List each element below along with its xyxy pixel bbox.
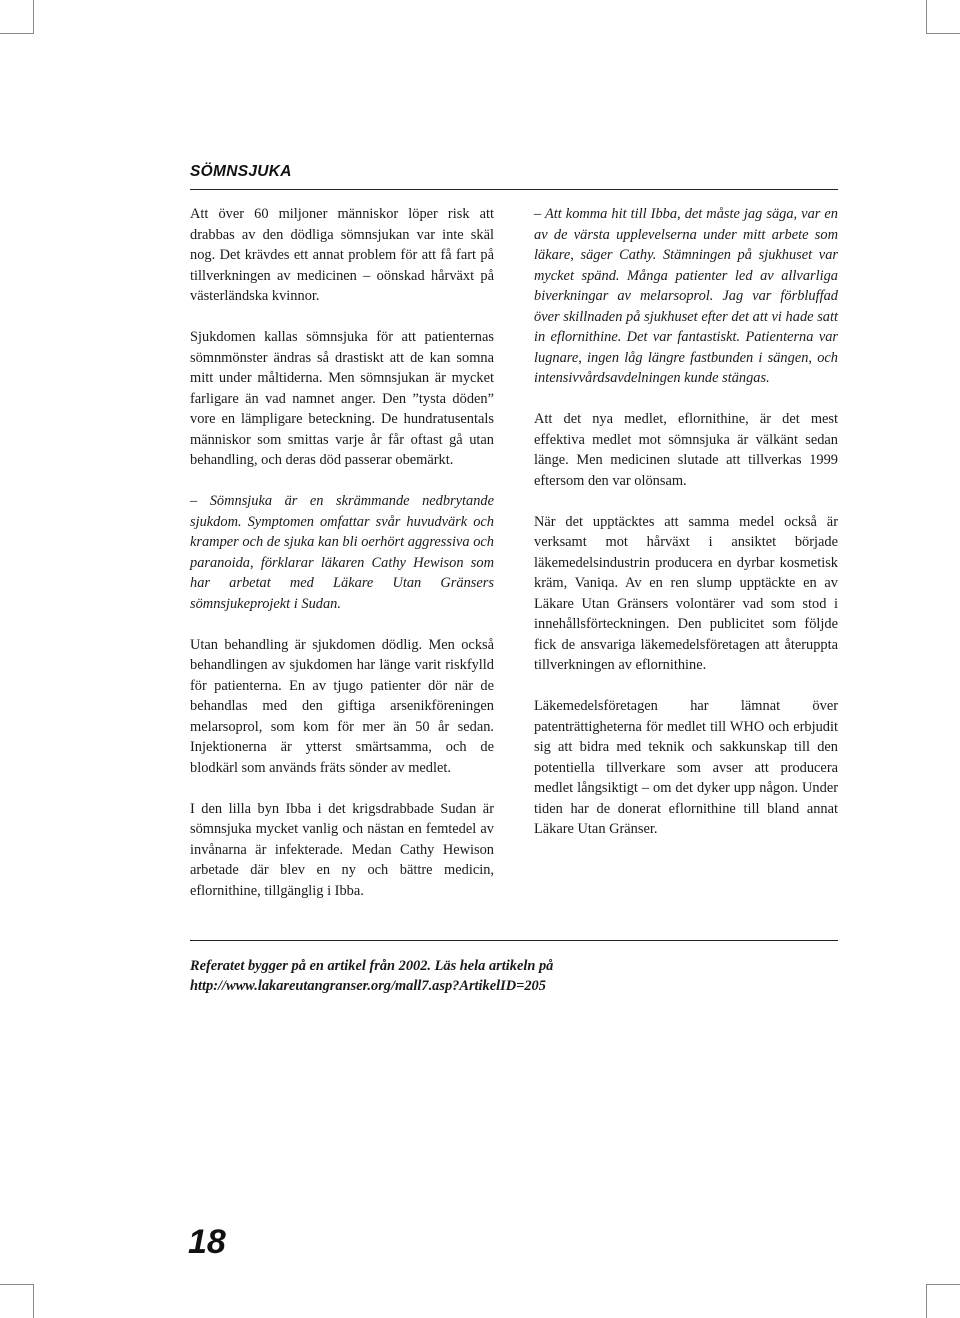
paragraph: Att det nya medlet, eflornithine, är det mest effektiva medlet mot sömnsjuka är välkänt sedan länge. Men medicinen slutade att tillverkas 1999 eftersom den var olönsam.: [534, 411, 838, 489]
reference-line: Referatet bygger på en artikel från 2002. Läs hela artikeln på: [190, 958, 554, 974]
crop-mark-bottom-right: [926, 1284, 927, 1318]
paragraph: – Sömnsjuka är en skrämmande nedbrytande sjukdom. Symptomen omfattar svår huvudvärk och kramper och de sjuka kan bli oerhört aggressiva och paranoida, förklarar läkaren Cathy Hewison som har arbetat med Läkare Utan Gränsers sömnsjukeprojekt i Sudan.: [190, 493, 494, 612]
crop-mark-top-right: [926, 0, 927, 34]
crop-mark-top-left: [33, 0, 34, 34]
footer-rule: [190, 940, 838, 941]
paragraph: Utan behandling är sjukdomen dödlig. Men också behandlingen av sjukdomen har länge varit riskfylld för patienterna. En av tjugo patienter dör när de behandlas med den giftiga arsenikföreningen melarsoprol, som kom för mer än 50 år sedan. Injektionerna är ytterst smärtsamma, och de blodkärl som används fräts sönder av medlet.: [190, 636, 494, 776]
right-column: [534, 204, 838, 860]
reference-url[interactable]: http://www.lakareutangranser.org/mall7.asp?ArtikelID=205: [190, 978, 546, 994]
crop-mark-bottom-left: [33, 1284, 34, 1318]
crop-mark-top-right-h: [926, 33, 960, 34]
crop-mark-bottom-right-h: [926, 1284, 960, 1285]
reference-note: [190, 956, 610, 996]
header-rule: [190, 189, 838, 190]
left-column: [190, 204, 494, 922]
section-title: SÖMNSJUKA: [190, 163, 292, 180]
crop-mark-bottom-left-h: [0, 1284, 34, 1285]
paragraph: Sjukdomen kallas sömnsjuka för att patienternas sömnmönster ändras så drastiskt att de kan somna mitt under måltiderna. Men sömnsjukan är mycket farligare än vad namnet anger. Den ”tysta döden” vore en lämpligare beteckning. De hundratusentals människor som smittas varje år får oftast gå utan behandling, och deras död passerar obemärkt.: [190, 329, 494, 468]
paragraph: I den lilla byn Ibba i det krigsdrabbade Sudan är sömnsjuka mycket vanlig och nästan en femtedel av invånarna är infekterade. Medan Cathy Hewison arbetade där blev en ny och bättre medicin, eflornithine, tillgänglig i Ibba.: [190, 800, 494, 899]
paragraph: Att över 60 miljoner människor löper risk att drabbas av den dödliga sömnsjukan var inte skäl nog. Det krävdes ett annat problem för att få fart på tillverkningen av medicinen – oönskad hårväxt på västerländska kvinnor.: [190, 206, 494, 304]
paragraph: – Att komma hit till Ibba, det måste jag säga, var en av de värsta upplevelserna under mitt arbete som läkare, säger Cathy. Stämningen på sjukhuset var mycket spänd. Många patienter led av allvarliga biverkningar av melarsoprol. Jag var förbluffad över skillnaden på sjukhuset efter det att vi hade satt in eflornithine. Det var fantastiskt. Patienterna var lugnare, ingen låg längre fastbunden i sängen, och intensivvårdsavdelningen kunde stängas.: [534, 206, 838, 386]
paragraph: När det upptäcktes att samma medel också är verksamt mot hårväxt i ansiktet började läkemedelsindustrin producera en dyrbar kosmetisk kräm, Vaniqa. Av en ren slump upptäckte en av Läkare Utan Gränsers volontärer vad som stod i innehållsförteckningen. Den publicitet som följde fick de ansvariga läkemedelsföretagen att återuppta tillverkningen av eflornithine.: [534, 513, 838, 673]
crop-mark-top-left-h: [0, 33, 34, 34]
paragraph: Läkemedelsföretagen har lämnat över patenträttigheterna för medlet till WHO och erbjudit sig att bidra med teknik och sakkunskap till den potentiella tillverkare som avser att producera medlet långsiktigt – om det dyker upp någon. Under tiden har de donerat eflornithine till bland annat Läkare Utan Gränser.: [534, 698, 838, 837]
page-number: 18: [188, 1223, 226, 1261]
